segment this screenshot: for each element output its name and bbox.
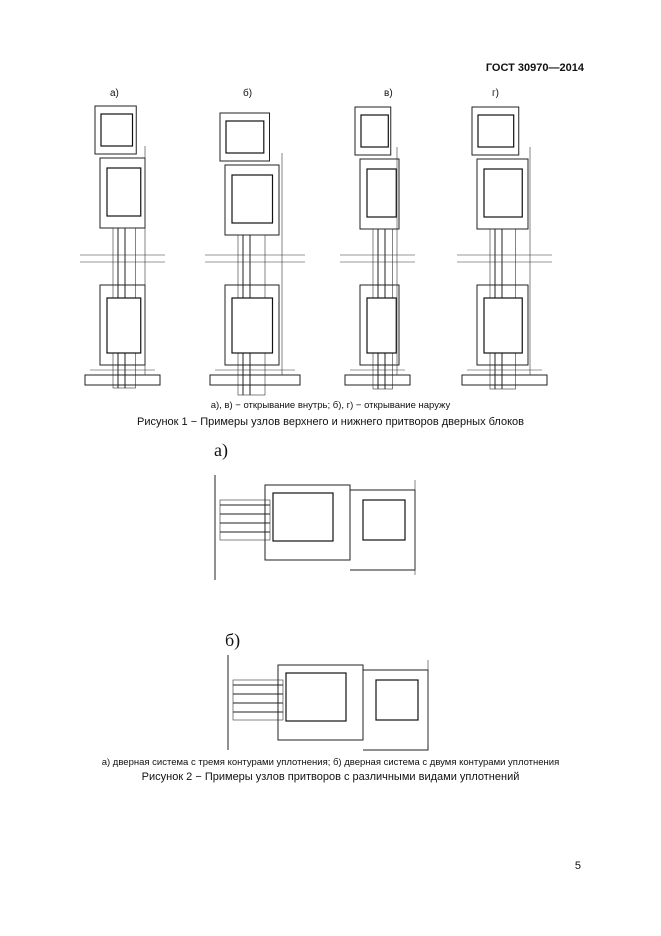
figure1-label-a: а) [110,88,119,99]
figure1-caption: Рисунок 1 − Примеры узлов верхнего и нижнего притворов дверных блоков [137,416,524,428]
figure1-label-g: г) [492,88,499,99]
figure2-caption: Рисунок 2 − Примеры узлов притворов с различными видами уплотнений [141,771,520,783]
figure2-section-b-glazing [233,680,283,720]
figure2-label-b: б) [225,630,241,650]
figure2-section-a-frame-chamber [363,500,405,540]
figure2-section-a-sash-chamber [273,493,333,541]
document-standard-code: ГОСТ 30970—2014 [485,62,584,74]
figure2-section-b-frame-chamber [376,680,418,720]
page-number: 5 [574,860,581,872]
figure1-legend: а), в) − открывание внутрь; б), г) − открывание наружу [210,400,451,411]
figure2-label-a: а) [214,440,228,460]
figure1-label-v: в) [384,88,393,99]
figure2-section-a-glazing [220,500,270,540]
figure1-label-b: б) [243,88,253,99]
figure2-legend: а) дверная система с тремя контурами уплотнения; б) дверная система с двумя контурами уплотнения [101,757,560,768]
figure2-section-b-sash-chamber [286,673,346,721]
